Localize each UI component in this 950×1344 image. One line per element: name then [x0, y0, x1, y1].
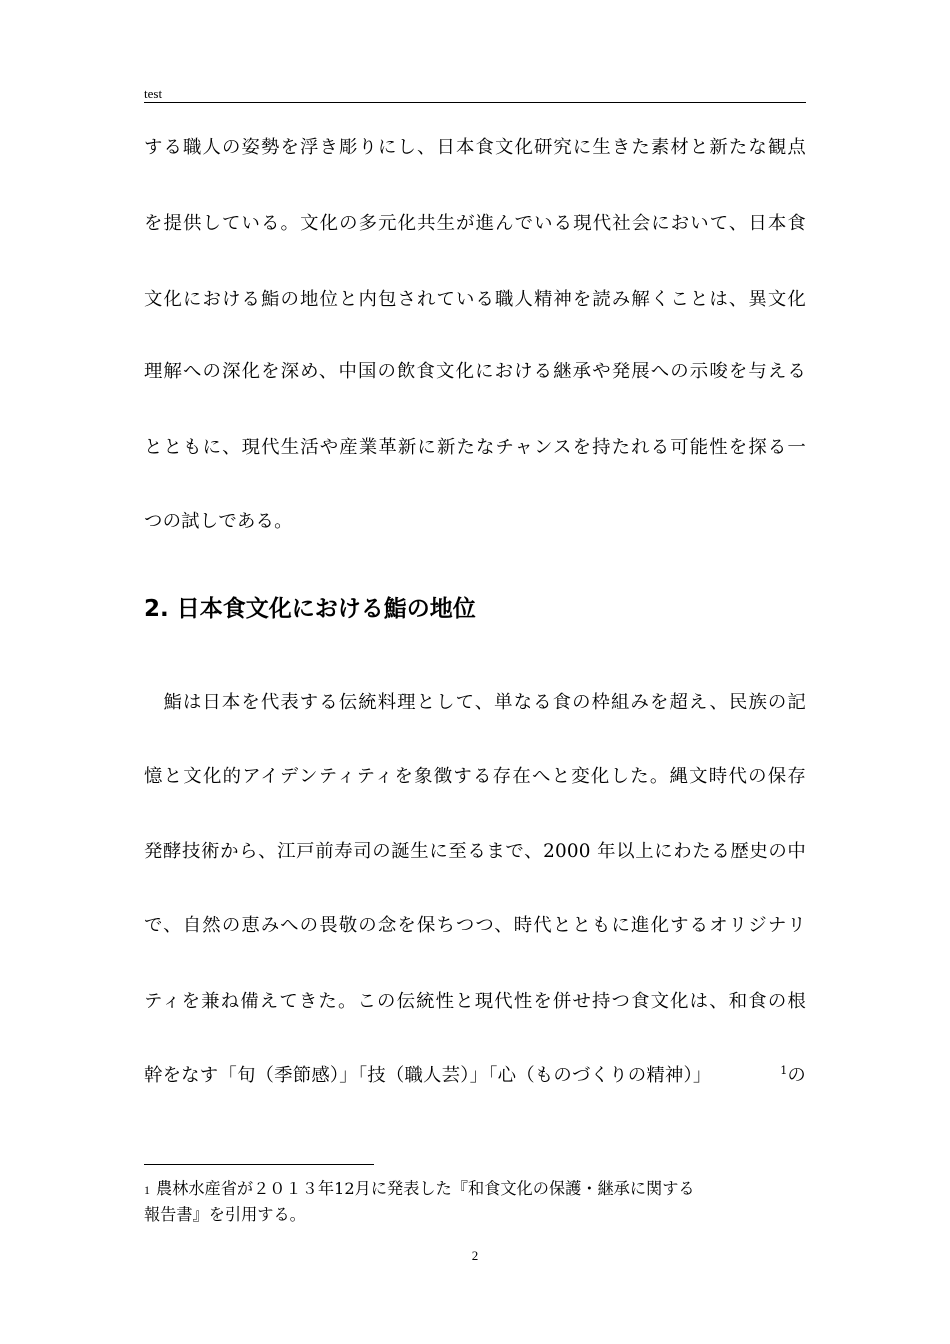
footnote-line-1 [144, 1177, 806, 1202]
header-rule [144, 102, 806, 103]
page-number: 2 [471, 1248, 479, 1263]
running-header: test [144, 86, 163, 101]
paragraph-1-line-5: とともに、現代生活や産業革新に新たなチャンスを持たれる可能性を探る一 [144, 437, 806, 458]
paragraph-2-line-6 [144, 1064, 806, 1088]
paragraph-2-line-4: で、自然の恵みへの畏敬の念を保ちつつ、時代とともに進化するオリジナリ [144, 915, 806, 936]
paragraph-2-line-3: 発酵技術から、江戸前寿司の誕生に至るまで、2000 年以上にわたる歴史の中 [144, 841, 806, 862]
paragraph-2-line-6-tail: の [787, 1065, 806, 1086]
footnote-number: 1 [144, 1183, 150, 1197]
paragraph-1-line-2: を提供している。文化の多元化共生が進んでいる現代社会において、日本食 [144, 213, 806, 234]
section-heading: 2. 日本食文化における鮨の地位 [144, 596, 476, 622]
paragraph-1-line-3: 文化における鮨の地位と内包されている職人精神を読み解くことは、異文化 [144, 289, 806, 310]
footnote-line-2: 報告書』を引用する。 [144, 1205, 306, 1224]
paragraph-2-line-6-text: 幹をなす「旬（季節感）」「技（職人芸）」「心（ものづくりの精神）」 [144, 1065, 712, 1086]
footnote-reference[interactable]: 1 [780, 1064, 788, 1077]
footnote-rule [144, 1164, 374, 1165]
paragraph-1-line-1: する職人の姿勢を浮き彫りにし、日本食文化研究に生きた素材と新たな観点 [144, 137, 806, 158]
paragraph-2-line-2: 憶と文化的アイデンティティを象徴する存在へと変化した。縄文時代の保存 [144, 766, 806, 787]
paragraph-2-line-5: ティを兼ね備えてきた。この伝統性と現代性を併せ持つ食文化は、和食の根 [144, 991, 806, 1012]
footnote-text-1: 農林水産省が２０１３年12月に発表した『和食文化の保護・継承に関する [156, 1179, 695, 1198]
paragraph-2-line-1: 鮨は日本を代表する伝統料理として、単なる食の枠組みを超え、民族の記 [144, 692, 806, 713]
paragraph-2-line-6-end [780, 1064, 806, 1088]
paragraph-1-line-6: つの試しである。 [144, 511, 293, 532]
paragraph-1-line-4: 理解への深化を深め、中国の飲食文化における継承や発展への示唆を与える [144, 361, 806, 382]
